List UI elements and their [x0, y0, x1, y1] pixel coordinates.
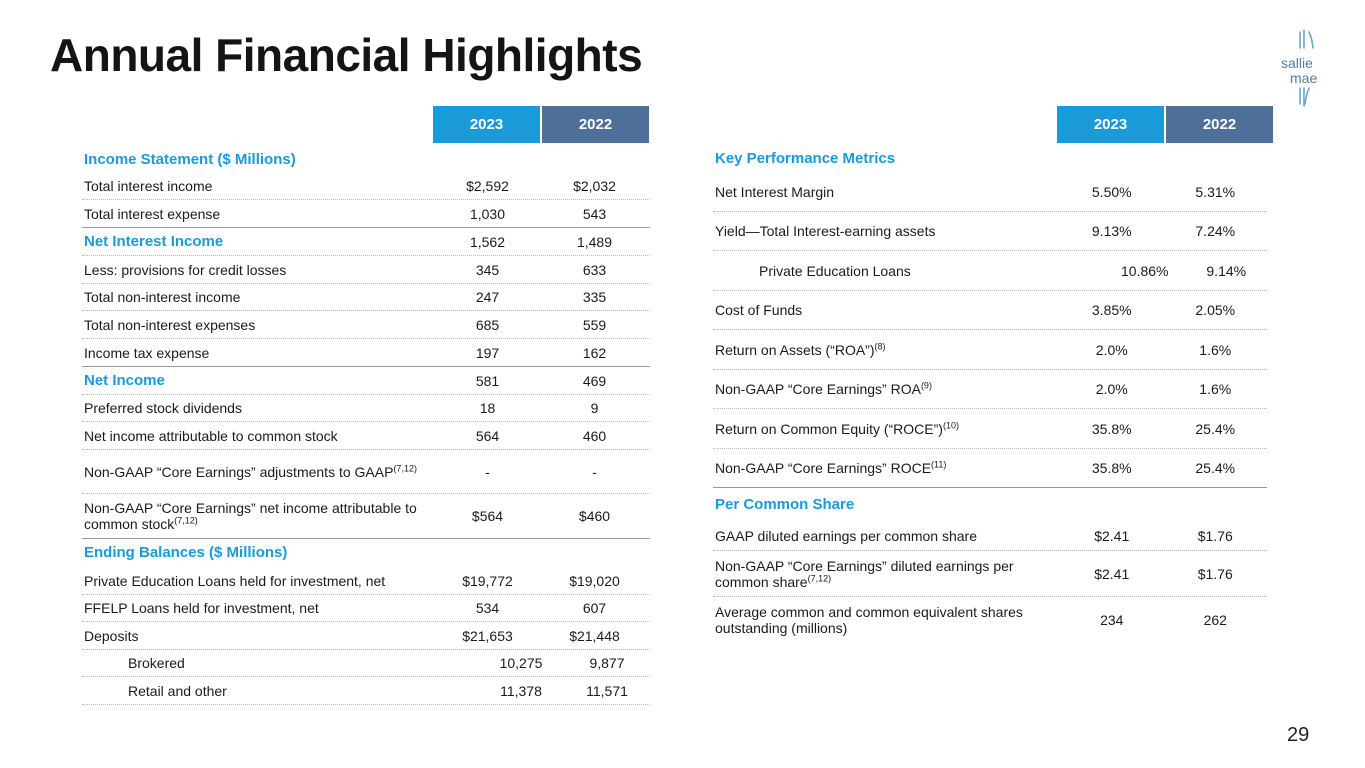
table-row: [82, 650, 650, 677]
row-label: Net Interest Margin: [715, 183, 835, 200]
row-label: Retail and other: [128, 682, 227, 699]
table-row: [713, 409, 1267, 449]
footnote-ref: (10): [942, 419, 959, 430]
value-2022: 543: [582, 205, 607, 222]
row-label: Private Education Loans: [759, 262, 911, 279]
value-2023: $19,772: [462, 572, 513, 589]
table-row: [713, 291, 1267, 330]
left-header-2022: 2022: [542, 106, 649, 143]
table-row: [713, 551, 1267, 597]
left-year-header: [433, 106, 649, 143]
value-2022: 9,877: [589, 655, 625, 671]
value-2022: $19,020: [569, 572, 620, 589]
value-2023: 35.8%: [1091, 420, 1132, 437]
row-label: GAAP diluted earnings per common share: [715, 527, 977, 544]
row-label: Cost of Funds: [715, 302, 803, 318]
value-2023: 581: [475, 372, 500, 389]
row-label: Non-GAAP “Core Earnings” diluted earnings per common share$^{(7,12)}$: [715, 557, 1014, 590]
row-label: Income tax expense: [84, 344, 210, 361]
row-label: Net Interest Income: [84, 232, 224, 250]
row-label: Net income attributable to common stock: [84, 427, 338, 444]
right-header-2022: 2022: [1166, 106, 1273, 143]
value-2023: 10,275: [499, 655, 543, 671]
section-label: Ending Balances ($ Millions): [84, 544, 288, 561]
row-label: Private Education Loans held for investment, net: [84, 572, 386, 589]
value-2023: $2.41: [1094, 565, 1130, 582]
row-label: FFELP Loans held for investment, net: [84, 600, 319, 616]
table-row: [713, 251, 1267, 291]
value-2023: 685: [475, 316, 500, 333]
right-header-2023: 2023: [1057, 106, 1164, 143]
value-2022: 262: [1203, 612, 1227, 628]
footnote-ref: (7,12): [174, 515, 198, 526]
table-row: [713, 172, 1267, 212]
section-label: Per Common Share: [715, 495, 855, 513]
section-key-performance-metrics: [713, 146, 1267, 172]
table-row: [713, 370, 1267, 409]
row-label: Preferred stock dividends: [84, 400, 242, 416]
value-2023: $21,653: [462, 627, 513, 644]
table-row: [82, 422, 650, 450]
table-row-net-interest-income: [82, 228, 650, 256]
value-2023: 1,562: [469, 233, 506, 250]
value-2023: 11,378: [500, 682, 542, 699]
section-per-common-share: [713, 488, 1267, 521]
value-2022: 9: [590, 400, 599, 416]
value-2022: -: [592, 463, 597, 480]
value-2023: $2,592: [466, 178, 509, 194]
table-row: [713, 330, 1267, 370]
row-label: Total interest income: [84, 178, 213, 194]
value-2022: 7.24%: [1195, 223, 1236, 239]
row-label: Non-GAAP “Core Earnings” ROCE$^{(11)}$: [715, 459, 947, 476]
value-2023: 197: [475, 344, 500, 361]
table-row: [82, 311, 650, 339]
table-row: [82, 256, 650, 284]
row-label: Return on Assets (“ROA”)$^{(8)}$: [715, 340, 886, 358]
value-2022: 607: [582, 600, 607, 616]
row-label: Brokered: [128, 655, 185, 671]
section-label: Income Statement ($ Millions): [84, 150, 296, 168]
value-2023: -: [485, 463, 490, 480]
value-2022: 5.31%: [1195, 183, 1236, 200]
row-label: Non-GAAP “Core Earnings” ROA$^{(9)}$: [715, 380, 932, 397]
value-2023: 18: [479, 400, 496, 416]
value-2022: $1.76: [1197, 527, 1233, 544]
table-row: [82, 284, 650, 311]
value-2023: 2.0%: [1095, 381, 1128, 397]
value-2022: 1,489: [576, 233, 613, 250]
value-2022: 335: [582, 289, 607, 305]
table-row: [82, 494, 650, 539]
value-2023: $564: [471, 508, 504, 524]
value-2022: $1.76: [1197, 565, 1233, 582]
value-2022: 162: [582, 344, 607, 361]
table-row: [82, 200, 650, 228]
value-2022: 460: [582, 427, 607, 444]
table-row: [713, 212, 1267, 251]
footnote-ref: (7,12): [393, 462, 417, 473]
table-row: [82, 173, 650, 200]
page-title: Annual Financial Highlights: [50, 29, 643, 81]
value-2022: $21,448: [569, 627, 620, 644]
row-label: Average common and common equivalent shares outstanding (millions): [715, 604, 1023, 636]
value-2022: 469: [582, 372, 607, 389]
value-2022: 9.14%: [1206, 262, 1247, 279]
value-2023: 5.50%: [1091, 183, 1132, 200]
footnote-ref: (11): [931, 459, 947, 470]
row-label: Deposits: [84, 627, 139, 644]
row-label: Non-GAAP “Core Earnings” adjustments to GAAP$^{(7,12)}$: [84, 462, 417, 480]
section-label: Key Performance Metrics: [715, 150, 896, 167]
value-2022: 11,571: [586, 682, 628, 699]
section-ending-balances: [82, 539, 650, 567]
value-2022: 633: [582, 261, 607, 278]
table-row: [82, 339, 650, 367]
value-2023: 345: [475, 261, 500, 278]
row-label: Yield—Total Interest-earning assets: [715, 223, 936, 239]
value-2022: 2.05%: [1195, 302, 1236, 318]
value-2023: $2.41: [1094, 527, 1130, 544]
table-row: [82, 567, 650, 595]
right-year-header: [1057, 106, 1273, 143]
income-statement-table: [82, 146, 650, 705]
footnote-ref: (9): [920, 380, 932, 391]
table-row: [713, 597, 1267, 643]
row-label: Total non-interest expenses: [84, 316, 256, 333]
value-2022: 25.4%: [1195, 460, 1236, 476]
table-row: [713, 521, 1267, 551]
value-2023: 534: [475, 600, 500, 616]
value-2022: 25.4%: [1195, 420, 1236, 437]
section-income-statement: [82, 146, 650, 173]
value-2023: 247: [475, 289, 500, 305]
table-row-net-income: [82, 367, 650, 395]
row-label: Total interest expense: [84, 205, 221, 222]
row-label: Less: provisions for credit losses: [84, 261, 287, 278]
footnote-ref: (7,12): [807, 572, 832, 583]
value-2023: 234: [1100, 612, 1124, 628]
value-2022: $2,032: [573, 178, 616, 194]
value-2023: 2.0%: [1095, 341, 1128, 358]
page-number: 29: [1287, 724, 1310, 746]
left-header-2023: 2023: [433, 106, 540, 143]
value-2022: $460: [578, 508, 611, 524]
row-label: Non-GAAP “Core Earnings” net income attributable to common stock$^{(7,12)}$: [84, 500, 417, 532]
footnote-ref: (8): [874, 340, 886, 351]
value-2023: 35.8%: [1091, 460, 1132, 476]
sallie-mae-logo: [1276, 28, 1336, 108]
table-row: [82, 395, 650, 422]
table-row: [82, 677, 650, 705]
value-2022: 559: [582, 316, 607, 333]
value-2023: 3.85%: [1091, 302, 1132, 318]
value-2022: 1.6%: [1199, 381, 1232, 397]
table-row: [82, 622, 650, 650]
row-label: Total non-interest income: [84, 289, 241, 305]
value-2023: 9.13%: [1091, 223, 1132, 239]
value-2022: 1.6%: [1199, 341, 1232, 358]
key-metrics-table: [713, 146, 1267, 643]
value-2023: 1,030: [469, 205, 506, 222]
table-row: [713, 449, 1267, 488]
row-label: Net Income: [84, 371, 165, 389]
logo-text-mae: mae: [1290, 70, 1318, 86]
logo-text-sallie: sallie: [1281, 55, 1313, 71]
value-2023: 564: [475, 427, 500, 444]
value-2023: 10.86%: [1121, 262, 1169, 279]
table-row: [82, 450, 650, 494]
row-label: Return on Common Equity (“ROCE”)$^{(10)}$: [715, 419, 959, 437]
table-row: [82, 595, 650, 622]
